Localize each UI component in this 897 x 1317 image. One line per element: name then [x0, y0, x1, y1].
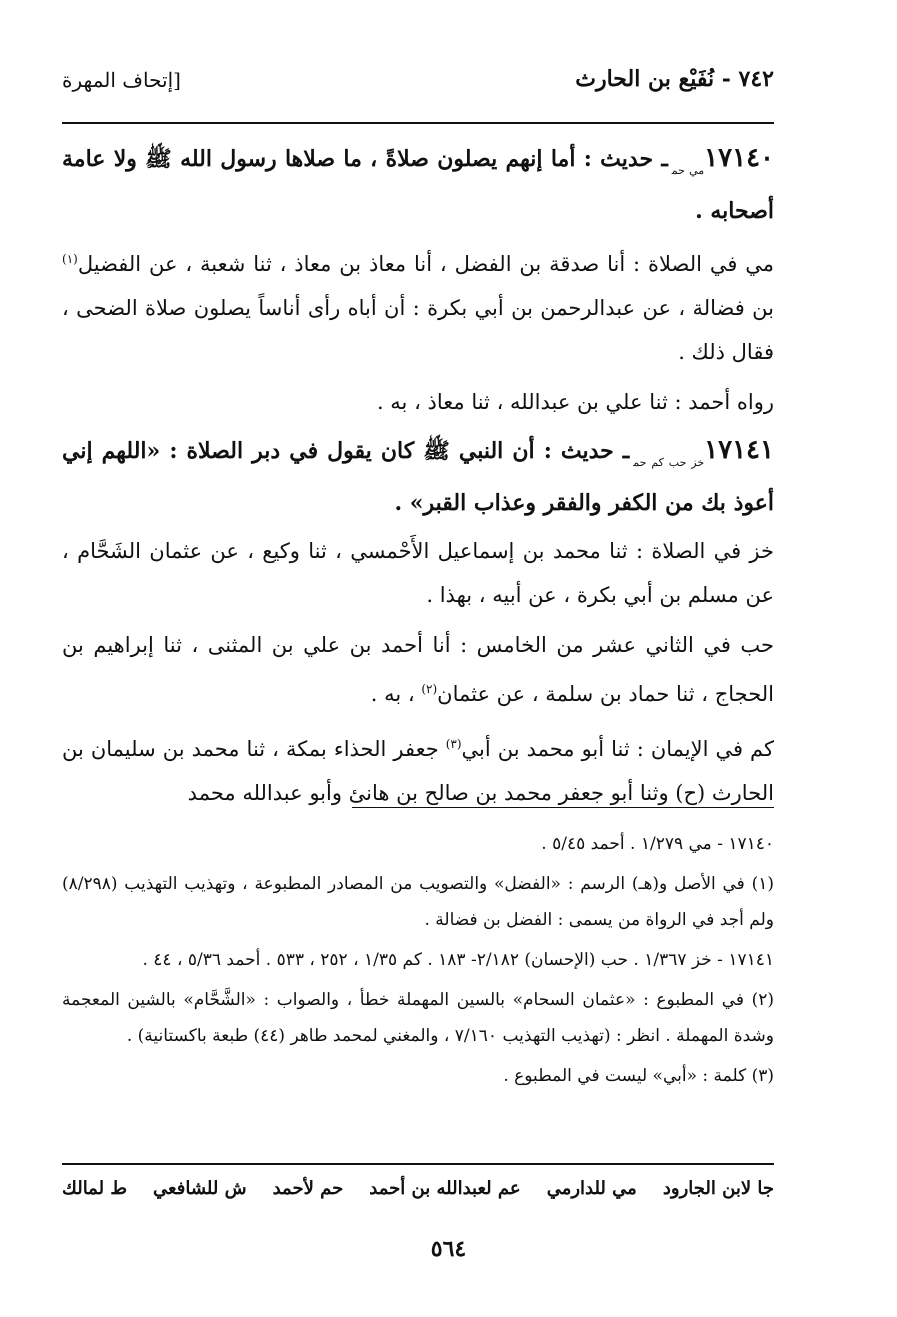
isnad-paragraph: كم في الإيمان : ثنا أبو محمد بن أبي$^{(٣)}$ جعفر الحذاء بمكة ، ثنا محمد بن سليمان بن الحارث (ح) وثنا أبو جعفر محمد بن صالح بن هانئ وأبو عبدالله محمد	[62, 737, 774, 805]
page-number: ٥٦٤	[430, 1236, 467, 1262]
hadith-number: ١٧١٤٠	[704, 143, 774, 173]
abbreviation-item: مي للدارمي	[546, 1178, 637, 1199]
footnote: ١٧١٤٠ - مي ١/٢٧٩ . أحمد ٥/٤٥ .	[541, 834, 774, 854]
hadith-17140	[62, 138, 774, 231]
main-text	[62, 138, 774, 821]
footnote: (٣) كلمة : «أبي» ليست في المطبوع .	[503, 1066, 774, 1086]
abbreviation-item: ش للشافعي	[153, 1178, 247, 1199]
hadith-sigla: خز حب كم حم	[633, 456, 705, 469]
chapter-title: ٧٤٢ - نُفَيْع بن الحارث	[575, 66, 774, 92]
header-rule	[62, 122, 774, 124]
isnad-paragraph: مي في الصلاة : أنا صدقة بن الفضل ، أنا معاذ بن معاذ ، ثنا شعبة ، عن الفضيل$^{(١)}$ بن فضالة ، عن عبدالرحمن بن أبي بكرة : أن أباه رأى أناساً يصلون صلاة الضحى ، فقال ذلك .	[62, 252, 774, 364]
isnad-paragraph: خز في الصلاة : ثنا محمد بن إسماعيل الأَحْمسي ، ثنا وكيع ، عن عثمان الشَحَّام ، عن مسلم بن أبي بكرة ، عن أبيه ، بهذا .	[62, 539, 774, 607]
running-header	[62, 66, 774, 102]
abbreviation-key	[62, 1178, 774, 1199]
isnad-paragraph: رواه أحمد : ثنا علي بن عبدالله ، ثنا معاذ ، به .	[376, 390, 774, 414]
abbreviation-rule	[62, 1163, 774, 1165]
footnote: ١٧١٤١ - خز ١/٣٦٧ . حب (الإحسان) ٢/١٨٢- ١٨٣ . كم ١/٣٥ ، ٢٥٢ ، ٥٣٣ . أحمد ٥/٣٦ ، ٤٤ .	[142, 950, 774, 970]
book-title: [إتحاف المهرة	[62, 68, 181, 92]
footnote-ref: (٢)	[421, 682, 438, 696]
abbreviation-item: جا لابن الجارود	[662, 1178, 774, 1199]
hadith-17141	[62, 430, 774, 523]
hadith-text: ـ حديث : أما إنهم يصلون صلاةً ، ما صلاها رسول الله ﷺ ولا عامة أصحابه .	[62, 146, 774, 224]
footnote-ref: (٣)	[445, 737, 462, 751]
abbreviation-item: حم لأحمد	[272, 1178, 344, 1199]
hadith-number: ١٧١٤١	[704, 435, 774, 465]
isnad-paragraph: حب في الثاني عشر من الخامس : أنا أحمد بن علي بن المثنى ، ثنا إبراهيم بن الحجاج ، ثنا حماد بن سلمة ، عن عثمان$^{(٢)}$ ، به .	[62, 633, 774, 706]
footnote: (١) في الأصل و(هـ) الرسم : «الفضل» والتصويب من المصادر المطبوعة ، وتهذيب التهذيب (٨/٢٩٨) ولم أجد في الرواة من يسمى : الفضل بن فضالة .	[62, 874, 774, 930]
hadith-text: ـ حديث : أن النبي ﷺ كان يقول في دبر الصلاة : «اللهم إني أعوذ بك من الكفر والفقر وعذاب القبر» .	[62, 438, 774, 516]
abbreviation-item: ط لمالك	[62, 1178, 127, 1199]
footnote: (٢) في المطبوع : «عثمان السحام» بالسين المهملة خطأ ، والصواب : «الشَّحَّام» بالشين المعجمة وشدة المهملة . انظر : (تهذيب التهذيب ٧/١٦٠ ، والمغني لمحمد طاهر (٤٤) طبعة باكستانية) .	[62, 990, 774, 1046]
footnote-rule	[352, 807, 774, 808]
footnote-ref: (١)	[62, 252, 78, 266]
footnotes	[62, 826, 774, 1098]
abbreviation-item: عم لعبدالله بن أحمد	[369, 1178, 521, 1199]
hadith-sigla: مي حم	[671, 164, 705, 177]
